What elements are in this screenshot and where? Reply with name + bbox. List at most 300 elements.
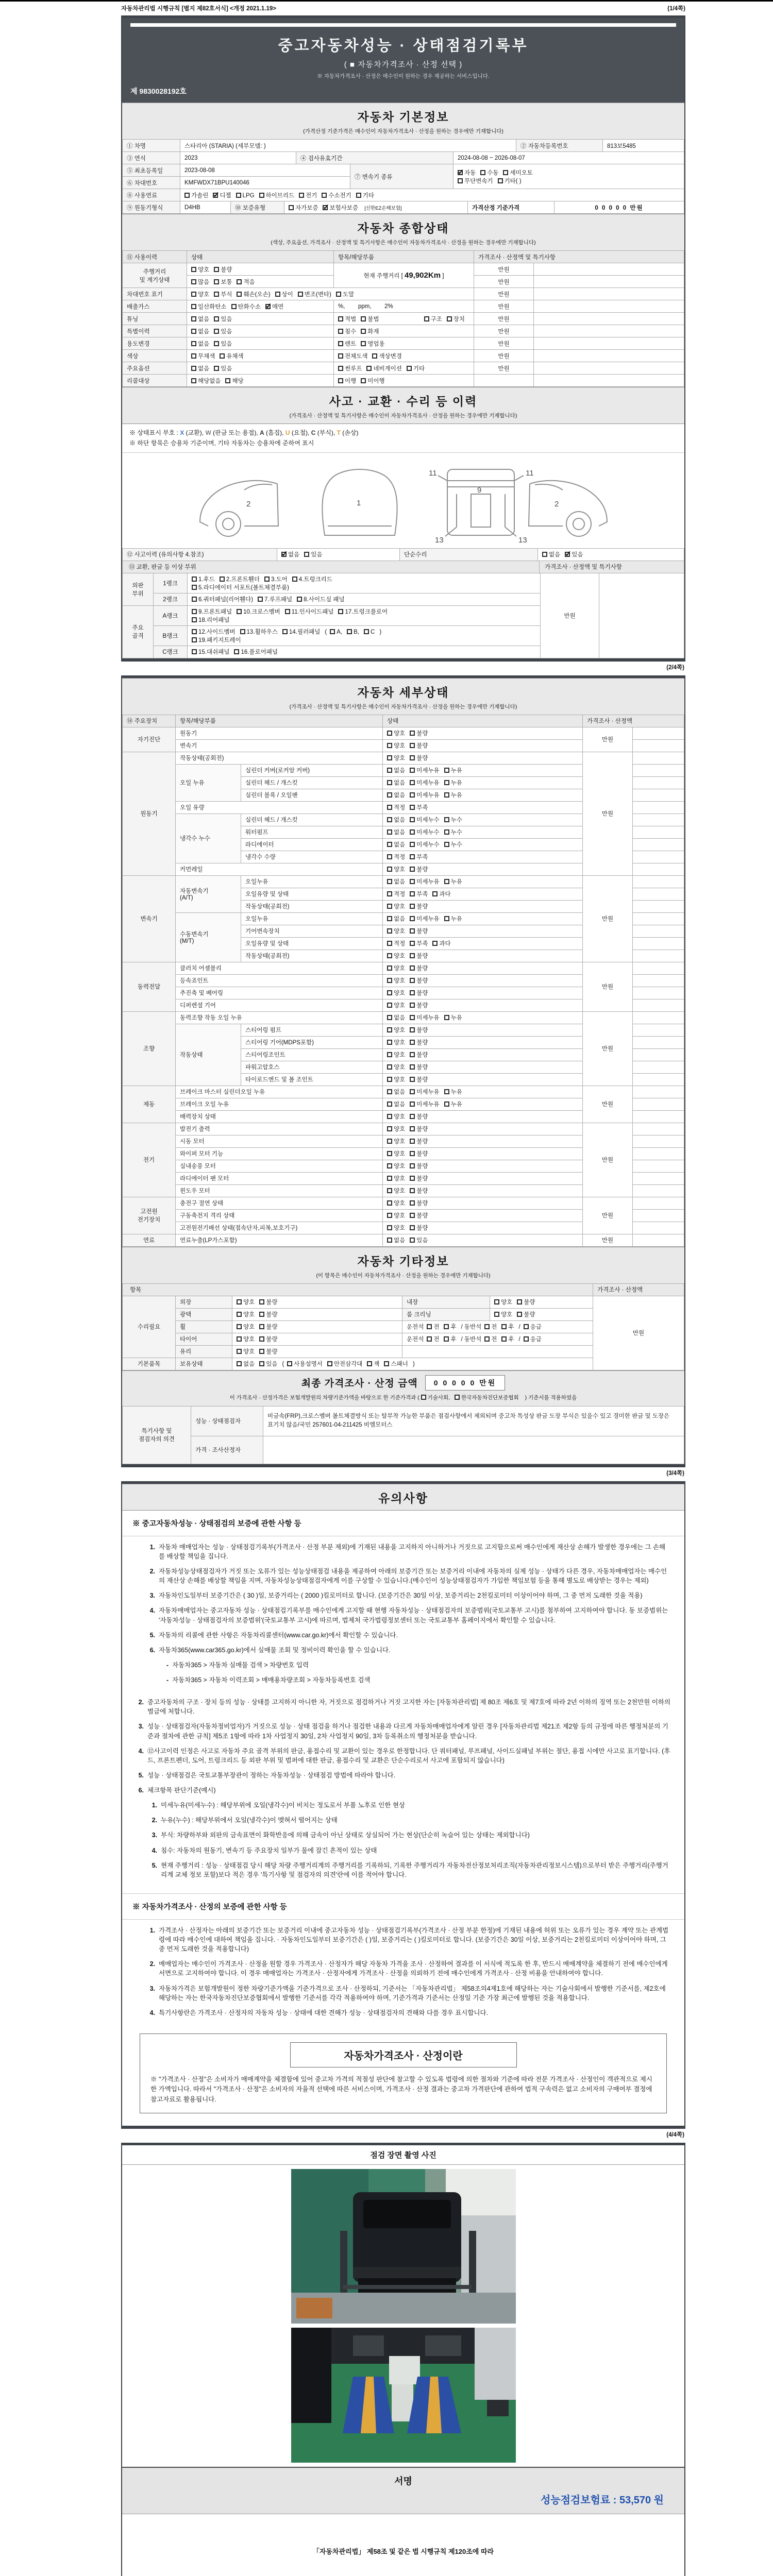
checkbox-없음[interactable] bbox=[281, 552, 287, 557]
span-ol: 양호 bbox=[394, 731, 406, 737]
span-ol: 과다 bbox=[439, 941, 451, 947]
checkbox-양호[interactable] bbox=[387, 1225, 392, 1230]
checkbox-양호[interactable] bbox=[387, 1126, 392, 1131]
td: 작동상태(공회전) bbox=[241, 900, 383, 912]
checkbox-디젤[interactable] bbox=[213, 193, 218, 198]
checkbox-불량[interactable] bbox=[410, 928, 415, 934]
checkbox-사용설명서[interactable] bbox=[287, 1361, 292, 1366]
checkbox-양호[interactable] bbox=[494, 1312, 499, 1317]
checkbox-미세누유[interactable] bbox=[410, 1015, 415, 1020]
checkbox-8.사이드실 패널[interactable] bbox=[297, 597, 302, 602]
td bbox=[383, 1036, 583, 1048]
checkbox-없음[interactable] bbox=[387, 1238, 392, 1243]
checkbox-불량[interactable] bbox=[259, 1299, 264, 1304]
checkbox-양호[interactable] bbox=[387, 904, 392, 909]
checkbox-구조[interactable] bbox=[424, 316, 429, 321]
checkbox-미이행[interactable] bbox=[361, 378, 366, 383]
checkbox-후[interactable] bbox=[501, 1336, 507, 1342]
td: 원동기 bbox=[176, 727, 383, 739]
checkbox-렌트[interactable] bbox=[338, 341, 343, 346]
checkbox-불량[interactable] bbox=[410, 743, 415, 748]
td-lab: 룸 크리닝 bbox=[402, 1308, 490, 1320]
option-미세누유 bbox=[410, 766, 439, 774]
checkbox-불량[interactable] bbox=[410, 978, 415, 983]
td bbox=[633, 900, 684, 912]
span-ntext: 자동차365(www.car365.go.kr)에서 실매물 조회 및 정비이력 확인을 할 수 있습니다. bbox=[159, 1646, 391, 1654]
checkbox-후[interactable] bbox=[444, 1336, 449, 1342]
checkbox-양호[interactable] bbox=[387, 978, 392, 983]
checkbox-전[interactable] bbox=[427, 1336, 432, 1342]
checkbox-불량[interactable] bbox=[259, 1349, 264, 1354]
checkbox-9.프론트패널[interactable] bbox=[192, 609, 197, 614]
checkbox-자가보증[interactable] bbox=[289, 205, 294, 210]
checkbox-불량[interactable] bbox=[259, 1336, 264, 1342]
span-ol: 도말 bbox=[342, 291, 355, 298]
checkbox-기타[interactable] bbox=[356, 193, 361, 198]
checkbox-5.라디에이터 서포트(볼트체결부품)[interactable] bbox=[192, 585, 197, 590]
checkbox-영업용[interactable] bbox=[361, 341, 366, 346]
td bbox=[383, 999, 583, 1011]
checkbox-양호[interactable] bbox=[387, 965, 392, 971]
span-ol: 수소전기 bbox=[328, 192, 351, 199]
checkbox-미세누유[interactable] bbox=[410, 768, 415, 773]
span-ol: 기타( ) bbox=[504, 178, 522, 184]
td-price: 만원 bbox=[593, 1296, 684, 1370]
checkbox-누유[interactable] bbox=[444, 792, 449, 798]
checkbox-불량[interactable] bbox=[410, 1188, 415, 1193]
td: 구동축전지 격리 상태 bbox=[176, 1209, 383, 1222]
checkbox-매연[interactable] bbox=[265, 304, 271, 309]
checkbox-누유[interactable] bbox=[444, 1015, 449, 1020]
option-후 bbox=[444, 1335, 456, 1343]
checkbox-보통[interactable] bbox=[214, 279, 219, 284]
checkbox-4.트렁크리드[interactable] bbox=[292, 577, 297, 582]
checkbox-무단변속기[interactable] bbox=[458, 178, 463, 183]
checkbox-양호[interactable] bbox=[191, 292, 196, 297]
checkbox-없음[interactable] bbox=[387, 1089, 392, 1094]
checkbox-미세누유[interactable] bbox=[410, 879, 415, 884]
option-불량 bbox=[410, 1174, 428, 1182]
checkbox-미세누유[interactable] bbox=[410, 916, 415, 921]
checkbox-부식[interactable] bbox=[214, 292, 219, 297]
checkbox-양호[interactable] bbox=[387, 1188, 392, 1193]
checkbox-불량[interactable] bbox=[410, 1052, 415, 1057]
checkbox-부족[interactable] bbox=[410, 891, 415, 896]
checkbox-양호[interactable] bbox=[387, 1139, 392, 1144]
checkbox-1.후드[interactable] bbox=[192, 577, 197, 582]
td: D4HB bbox=[180, 201, 231, 214]
checkbox-불량[interactable] bbox=[410, 1213, 415, 1218]
option-양호 bbox=[237, 1310, 255, 1318]
rect bbox=[353, 2267, 461, 2278]
checkbox-양호[interactable] bbox=[387, 1027, 392, 1032]
checkbox-양호[interactable] bbox=[387, 1213, 392, 1218]
checkbox-색상변경[interactable] bbox=[372, 353, 377, 359]
checkbox-안전삼각대[interactable] bbox=[327, 1361, 332, 1366]
notice-item bbox=[145, 1959, 671, 1978]
checkbox-적정[interactable] bbox=[387, 891, 392, 896]
checkbox-양호[interactable] bbox=[387, 867, 392, 872]
checkbox-3.도어[interactable] bbox=[264, 577, 270, 582]
checkbox-미세누유[interactable] bbox=[410, 1101, 415, 1107]
checkbox-불량[interactable] bbox=[410, 1225, 415, 1230]
option-없음 bbox=[387, 1013, 405, 1022]
checkbox-누유[interactable] bbox=[444, 768, 449, 773]
checkbox-양호[interactable] bbox=[387, 1151, 392, 1156]
checkbox-불량[interactable] bbox=[410, 990, 415, 995]
checkbox-썬루프[interactable] bbox=[338, 366, 343, 371]
checkbox-불량[interactable] bbox=[517, 1299, 522, 1304]
checkbox-없음[interactable] bbox=[237, 1361, 242, 1366]
span-ntext: ⑫사고이력 인정은 사고로 자동차 주요 골격 부위의 판금, 용접수리 및 교환이 있는 경우로 한정합니다. 단 쿼터패널, 루프패널, 사이드실패널 부위는 절단, 용접 시에만 사고로 표기합니다. (후드, 프론트펜더, 도어, 트렁크리드 등 외판 부위 및 범퍼에 대한 판금, 용접수리 및 교환은 단순수리로서 사고에 포함되지 않습니다) bbox=[147, 1747, 670, 1764]
checkbox-전[interactable] bbox=[484, 1336, 490, 1342]
checkbox-없음[interactable] bbox=[387, 879, 392, 884]
checkbox-양호[interactable] bbox=[387, 990, 392, 995]
td-price: 만원 bbox=[474, 276, 534, 288]
checkbox-LPG[interactable] bbox=[236, 193, 241, 198]
checkbox-전[interactable] bbox=[427, 1324, 432, 1329]
checkbox-불량[interactable] bbox=[410, 904, 415, 909]
option-없음 bbox=[387, 1088, 405, 1096]
checkbox-불량[interactable] bbox=[410, 1176, 415, 1181]
span-ol: 불량 bbox=[524, 1299, 535, 1306]
checkbox-불량[interactable] bbox=[517, 1312, 522, 1317]
checkbox-기타[interactable] bbox=[407, 366, 412, 371]
checkbox-미세누유[interactable] bbox=[410, 780, 415, 785]
span-ol: 해당없음 bbox=[198, 378, 221, 384]
option-있음 bbox=[214, 315, 232, 323]
tr bbox=[123, 1406, 684, 1436]
checkbox-불량[interactable] bbox=[410, 755, 415, 760]
span-ol: 후 bbox=[450, 1324, 457, 1331]
checkbox-없음[interactable] bbox=[387, 842, 392, 847]
checkbox-양호[interactable] bbox=[237, 1336, 242, 1342]
span-ol: 미세누유 bbox=[416, 1089, 440, 1096]
option-LPG bbox=[236, 193, 255, 199]
checkbox-불량[interactable] bbox=[410, 1126, 415, 1131]
checkbox-없음[interactable] bbox=[387, 768, 392, 773]
option-불량 bbox=[410, 1050, 428, 1059]
checkbox-부족[interactable] bbox=[410, 805, 415, 810]
checkbox-한국자동차진단보증협회[interactable] bbox=[455, 1395, 460, 1400]
td: 스티어링 펌프 bbox=[241, 1024, 383, 1036]
checkbox-유채색[interactable] bbox=[220, 353, 225, 359]
checkbox-해당[interactable] bbox=[225, 378, 230, 383]
checkbox-잭[interactable] bbox=[367, 1361, 372, 1366]
checkbox-응급[interactable] bbox=[524, 1324, 529, 1329]
checkbox-불량[interactable] bbox=[410, 1200, 415, 1206]
checkbox-양호[interactable] bbox=[387, 928, 392, 934]
checkbox-불량[interactable] bbox=[410, 731, 415, 736]
checkbox-없음[interactable] bbox=[387, 817, 392, 822]
checkbox-보험사보증[interactable] bbox=[323, 205, 328, 210]
checkbox-변조(변타)[interactable] bbox=[298, 292, 303, 297]
checkbox-전체도색[interactable] bbox=[338, 353, 343, 359]
checkbox-후[interactable] bbox=[501, 1324, 507, 1329]
checkbox-양호[interactable] bbox=[237, 1349, 242, 1354]
checkbox-불법[interactable] bbox=[361, 316, 366, 321]
span-ol: 없음 bbox=[394, 879, 406, 886]
checkbox-양호[interactable] bbox=[387, 1003, 392, 1008]
checkbox-불량[interactable] bbox=[410, 1040, 415, 1045]
checkbox-누수[interactable] bbox=[444, 842, 449, 847]
checkbox-없음[interactable] bbox=[191, 341, 196, 346]
checkbox-없음[interactable] bbox=[542, 552, 547, 557]
td bbox=[534, 313, 684, 325]
checkbox-양호[interactable] bbox=[387, 1163, 392, 1168]
option-누유 bbox=[444, 1013, 462, 1022]
checkbox-6.쿼터패널(리어휀다)[interactable] bbox=[192, 597, 197, 602]
td bbox=[633, 1036, 684, 1048]
checkbox-없음[interactable] bbox=[387, 829, 392, 835]
span-nnum: 6. bbox=[138, 1787, 144, 1794]
option-후 bbox=[501, 1323, 514, 1331]
option-18.리어패널 bbox=[192, 616, 229, 624]
td: ⑭ 주요장치 bbox=[123, 715, 176, 727]
checkbox-없음[interactable] bbox=[387, 780, 392, 785]
checkbox-적법[interactable] bbox=[338, 316, 343, 321]
td-lab: 타이어 bbox=[176, 1333, 232, 1345]
checkbox-없음[interactable] bbox=[387, 792, 392, 798]
option-양호 bbox=[387, 1174, 405, 1182]
checkbox-응급[interactable] bbox=[524, 1336, 529, 1342]
checkbox-10.크로스멤버[interactable] bbox=[237, 609, 242, 614]
span-final-label: 최종 가격조사 · 산정 금액 bbox=[301, 1378, 418, 1389]
checkbox-누유[interactable] bbox=[444, 879, 449, 884]
option-있음 bbox=[214, 327, 232, 335]
checkbox-미세누수[interactable] bbox=[410, 817, 415, 822]
checkbox-누유[interactable] bbox=[444, 916, 449, 921]
option-불량 bbox=[517, 1310, 535, 1318]
checkbox-불량[interactable] bbox=[410, 1064, 415, 1070]
checkbox-16.플로어패널[interactable] bbox=[234, 649, 239, 654]
checkbox-17.트렁크플로어[interactable] bbox=[338, 609, 343, 614]
section-accident-history bbox=[122, 387, 684, 658]
option-불량 bbox=[410, 1211, 428, 1219]
text: 13 bbox=[434, 535, 444, 545]
checkbox-적정[interactable] bbox=[387, 854, 392, 859]
checkbox-불량[interactable] bbox=[410, 1151, 415, 1156]
checkbox-무채색[interactable] bbox=[191, 353, 196, 359]
section-header bbox=[122, 103, 684, 140]
checkbox-양호[interactable] bbox=[387, 1064, 392, 1070]
option-양호 bbox=[494, 1310, 512, 1318]
span-ol: 양호 bbox=[394, 1225, 406, 1232]
checkbox-없음[interactable] bbox=[387, 1015, 392, 1020]
td: 가격조사 · 산정액 bbox=[583, 715, 684, 727]
option-양호 bbox=[387, 1112, 405, 1121]
checkbox-A,[interactable] bbox=[330, 629, 335, 634]
checkbox-적정[interactable] bbox=[387, 805, 392, 810]
checkbox-훼손(오손)[interactable] bbox=[237, 292, 242, 297]
checkbox-부족[interactable] bbox=[410, 854, 415, 859]
checkbox-불량[interactable] bbox=[214, 267, 219, 272]
td bbox=[383, 1222, 583, 1234]
checkbox-있음[interactable] bbox=[565, 552, 570, 557]
option-불량 bbox=[410, 741, 428, 750]
span-ol: 양호 bbox=[394, 1052, 406, 1059]
checkbox-적정[interactable] bbox=[387, 941, 392, 946]
checkbox-가솔린[interactable] bbox=[184, 193, 190, 198]
checkbox-기타( )[interactable] bbox=[498, 178, 503, 183]
checkbox-양호[interactable] bbox=[237, 1312, 242, 1317]
checkbox-수소전기[interactable] bbox=[322, 193, 327, 198]
checkbox-이행[interactable] bbox=[338, 378, 343, 383]
checkbox-양호[interactable] bbox=[387, 1040, 392, 1045]
option-양호 bbox=[387, 1001, 405, 1009]
checkbox-스패너[interactable] bbox=[384, 1361, 389, 1366]
checkbox-7.루프패널[interactable] bbox=[258, 597, 263, 602]
td: 상태 bbox=[187, 251, 334, 263]
checkbox-양호[interactable] bbox=[387, 1052, 392, 1057]
checkbox-불량[interactable] bbox=[259, 1324, 264, 1329]
span-ntext: 성능 · 상태점검자(자동차정비업자)가 거짓으로 성능 · 상태 점검을 하거나 점검한 내용과 다르게 자동차매매업자에게 알린 경우 [자동차관리법 제21조 제2항 등의 규정에 따른 행정처분의 기준과 절차에 관한 규칙] 제5조 1항에 따라 1차 사업정지 30일, 2차 사업정지 90일, 3차 등록취소의 행정처분을 받습니다. bbox=[147, 1723, 668, 1740]
checkbox-양호[interactable] bbox=[387, 1200, 392, 1206]
span-ol: 적정 bbox=[394, 941, 406, 947]
checkbox-미세누유[interactable] bbox=[410, 792, 415, 798]
checkbox-불량[interactable] bbox=[410, 1114, 415, 1119]
span-ol: 안전삼각대 bbox=[333, 1361, 363, 1368]
checkbox-없음[interactable] bbox=[191, 316, 196, 321]
checkbox-없음[interactable] bbox=[191, 329, 196, 334]
checkbox-세미오토[interactable] bbox=[503, 170, 508, 175]
checkbox-19.패키지트레이[interactable] bbox=[192, 637, 197, 642]
checkbox-불량[interactable] bbox=[410, 867, 415, 872]
checkbox-2.프론트휀더[interactable] bbox=[220, 577, 225, 582]
checkbox-수동[interactable] bbox=[480, 170, 485, 175]
checkbox-탄화수소[interactable] bbox=[231, 304, 237, 309]
checkbox-양호[interactable] bbox=[237, 1299, 242, 1304]
span-ol: 없음 bbox=[198, 328, 210, 335]
option-불량 bbox=[410, 952, 428, 960]
panel-rows-table bbox=[122, 573, 684, 658]
checkbox-많음[interactable] bbox=[191, 279, 196, 284]
checkbox-전[interactable] bbox=[484, 1324, 490, 1329]
checkbox-12.사이드멤버[interactable] bbox=[192, 629, 197, 634]
td-lab: 조향 bbox=[123, 1011, 176, 1086]
option-있음 bbox=[214, 364, 232, 372]
checkbox-15.대쉬패널[interactable] bbox=[192, 649, 197, 654]
checkbox-기술사회,[interactable] bbox=[421, 1395, 426, 1400]
span-ol: 불량 bbox=[416, 1188, 428, 1195]
checkbox-불량[interactable] bbox=[410, 1077, 415, 1082]
div-sec-title: 자동차 기본정보 bbox=[357, 110, 449, 124]
td: 2023 bbox=[180, 152, 296, 164]
checkbox-불량[interactable] bbox=[410, 965, 415, 971]
option-누수 bbox=[444, 840, 462, 849]
option-응급 bbox=[524, 1335, 542, 1343]
checkbox-네비게이션[interactable] bbox=[366, 366, 372, 371]
checkbox-양호[interactable] bbox=[191, 267, 196, 272]
option-불량 bbox=[410, 976, 428, 985]
checkbox-불량[interactable] bbox=[259, 1312, 264, 1317]
option-불량 bbox=[410, 989, 428, 997]
checkbox-부족[interactable] bbox=[410, 941, 415, 946]
checkbox-미세누유[interactable] bbox=[410, 1089, 415, 1094]
checkbox-자동[interactable] bbox=[458, 170, 463, 175]
checkbox-불량[interactable] bbox=[410, 1163, 415, 1168]
checkbox-18.리어패널[interactable] bbox=[192, 617, 197, 622]
token-text: / 동반석 bbox=[461, 1336, 482, 1343]
span-ol: 양호 bbox=[394, 755, 406, 762]
checkbox-일산화탄소[interactable] bbox=[191, 304, 196, 309]
checkbox-C[interactable] bbox=[364, 629, 369, 634]
checkbox-양호[interactable] bbox=[387, 1114, 392, 1119]
checkbox-있음[interactable] bbox=[214, 329, 219, 334]
checkbox-양호[interactable] bbox=[387, 953, 392, 958]
span-nnum: 3. bbox=[149, 1592, 155, 1600]
checkbox-14.필러패널[interactable] bbox=[282, 629, 288, 634]
checkbox-양호[interactable] bbox=[387, 731, 392, 736]
checkbox-불량[interactable] bbox=[410, 1027, 415, 1032]
checkbox-화재[interactable] bbox=[361, 329, 366, 334]
checkbox-B,[interactable] bbox=[347, 629, 352, 634]
checkbox-침수[interactable] bbox=[338, 329, 343, 334]
checkbox-양호[interactable] bbox=[494, 1299, 499, 1304]
checkbox-후[interactable] bbox=[444, 1324, 449, 1329]
checkbox-불량[interactable] bbox=[410, 1003, 415, 1008]
span-ntext: 자동차 매매업자는 성능 · 상태점검기록부(가격조사 · 산정 부분 제외)에 기재된 내용을 고지하지 아니하거나 거짓으로 고지함으로써 매수인에게 재산상 손해가 발생한 경우에는 그 손해를 배상할 책임을 집니다. bbox=[159, 1543, 666, 1560]
checkbox-있음[interactable] bbox=[214, 366, 219, 371]
checkbox-누유[interactable] bbox=[444, 1089, 449, 1094]
checkbox-있음[interactable] bbox=[214, 341, 219, 346]
checkbox-적음[interactable] bbox=[237, 279, 242, 284]
span-ntext: 매매업자는 매수인이 가격조사 · 산정을 원할 경우 가격조사 · 산정자가 해당 자동차 가격을 조사 · 산정하여 결과를 이 서식에 적도록 한 후, 반드시 매매계약을 체결하기 전에 매수인에게 서면으로 고지하여야 합니다. 이 경우 매매업자는 가격조사 · 산정자에게 가격조사 · 산정을 의뢰하기 전에 매수인에게 가격조사 · 산정 비용을 안내하여야 합니다. bbox=[159, 1960, 668, 1977]
checkbox-양호[interactable] bbox=[387, 743, 392, 748]
checkbox-전기[interactable] bbox=[299, 193, 304, 198]
checkbox-13.휠하우스[interactable] bbox=[240, 629, 245, 634]
checkbox-없음[interactable] bbox=[191, 366, 196, 371]
td bbox=[383, 863, 583, 875]
tbody bbox=[123, 548, 684, 561]
checkbox-장치[interactable] bbox=[447, 316, 452, 321]
checkbox-과다[interactable] bbox=[432, 891, 438, 896]
option-양호 bbox=[387, 989, 405, 997]
checkbox-없음[interactable] bbox=[387, 916, 392, 921]
checkbox-누유[interactable] bbox=[444, 780, 449, 785]
checkbox-양호[interactable] bbox=[387, 1176, 392, 1181]
checkbox-있음[interactable] bbox=[259, 1361, 264, 1366]
checkbox-11.인사이드패널[interactable] bbox=[285, 609, 290, 614]
td bbox=[383, 1061, 583, 1073]
option-없음 bbox=[387, 766, 405, 774]
td-lab: 배출가스 bbox=[123, 300, 187, 313]
checkbox-누유[interactable] bbox=[444, 1101, 449, 1107]
checkbox-과다[interactable] bbox=[432, 941, 438, 946]
checkbox-미세누수[interactable] bbox=[410, 829, 415, 835]
option-없음 bbox=[387, 1100, 405, 1108]
checkbox-불량[interactable] bbox=[410, 953, 415, 958]
checkbox-하이브리드[interactable] bbox=[259, 193, 264, 198]
checkbox-있음[interactable] bbox=[214, 316, 219, 321]
checkbox-상이[interactable] bbox=[275, 292, 280, 297]
path bbox=[457, 494, 505, 527]
checkbox-있음[interactable] bbox=[410, 1238, 415, 1243]
checkbox-양호[interactable] bbox=[237, 1324, 242, 1329]
checkbox-양호[interactable] bbox=[387, 755, 392, 760]
checkbox-미세누수[interactable] bbox=[410, 842, 415, 847]
checkbox-누수[interactable] bbox=[444, 817, 449, 822]
td bbox=[383, 776, 583, 789]
checkbox-없음[interactable] bbox=[387, 1101, 392, 1107]
checkbox-불량[interactable] bbox=[410, 1139, 415, 1144]
checkbox-도말[interactable] bbox=[336, 292, 341, 297]
option-적정 bbox=[387, 853, 405, 861]
checkbox-해당없음[interactable] bbox=[191, 378, 196, 383]
checkbox-있음[interactable] bbox=[304, 552, 309, 557]
checkbox-양호[interactable] bbox=[387, 1077, 392, 1082]
checkbox-누수[interactable] bbox=[444, 829, 449, 835]
